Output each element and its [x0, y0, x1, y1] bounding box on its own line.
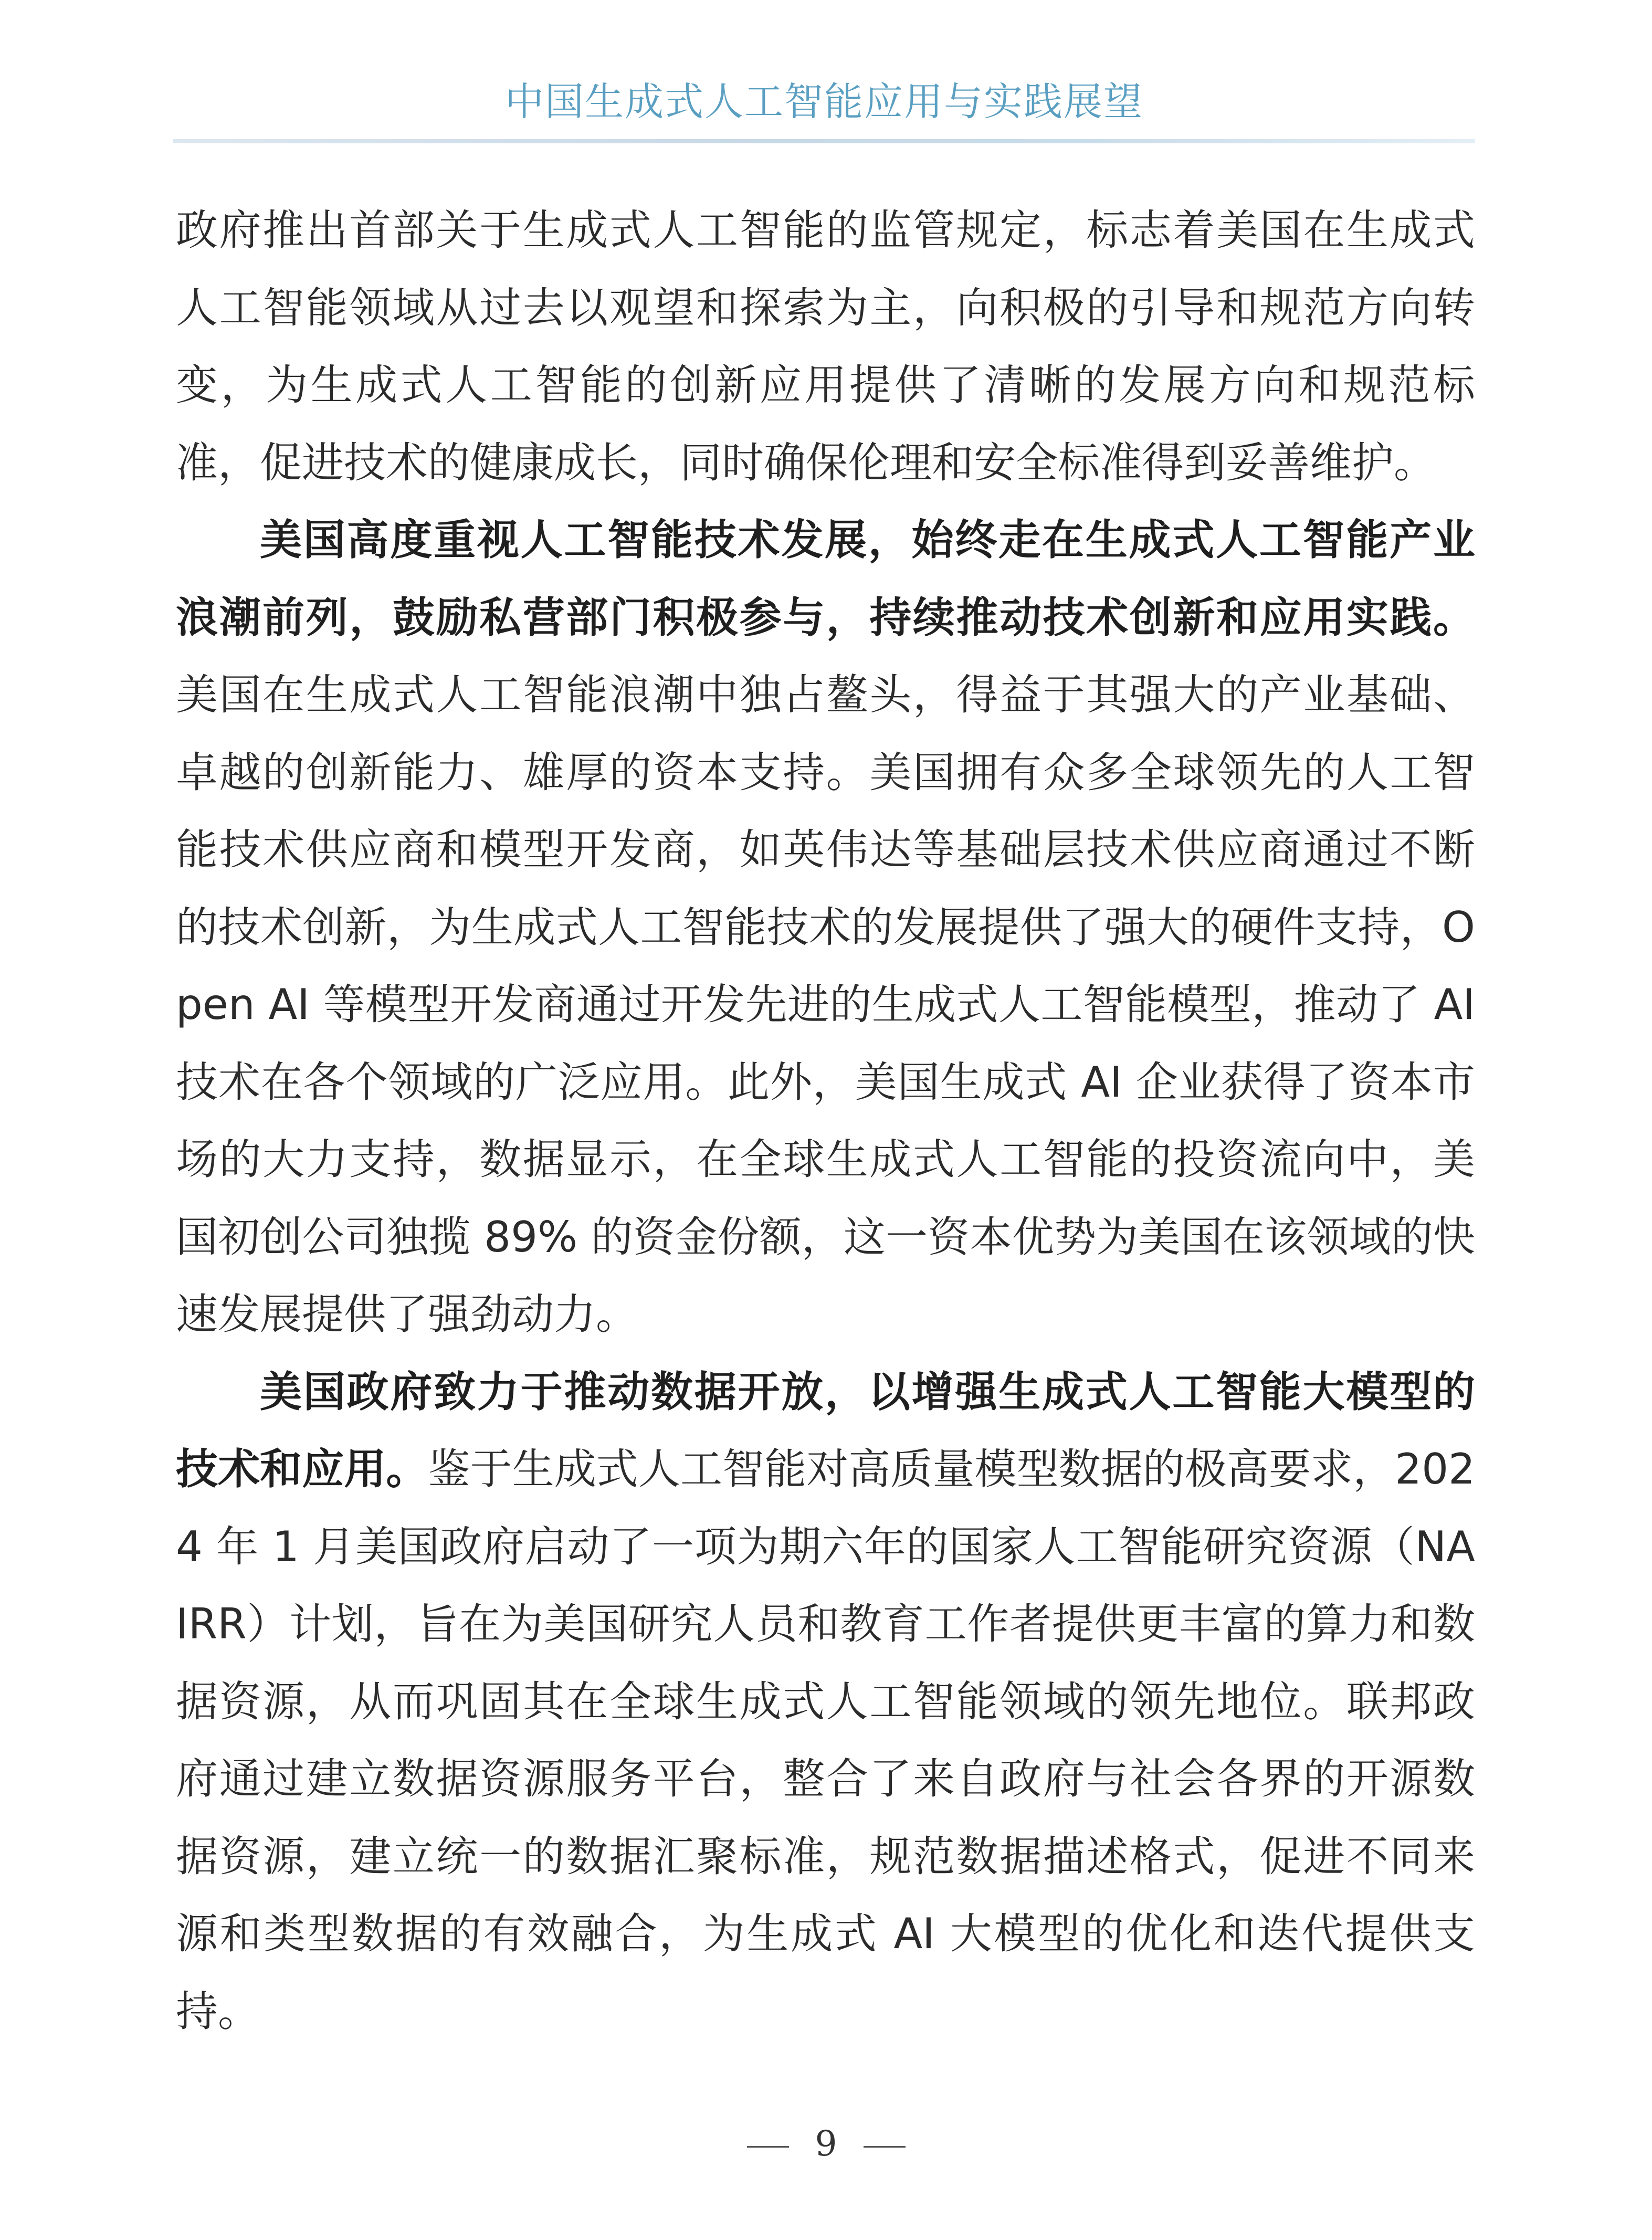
paragraph-3-text: 鉴于生成式人工智能对高质量模型数据的极高要求，2024 年 1 月美国政府启动了一项为期六年的国家人工智能研究资源（NAIRR）计划，旨在为美国研究人员和教育工作者提供更丰富的算力和数据资源，从而巩固其在全球生成式人工智能领域的领先地位。联邦政府通过建立数据资源服务平台，整合了来自政府与社会各界的开源数据资源，建立统一的数据汇聚标准，规范数据描述格式，促进不同来源和类型数据的有效融合，为生成式 AI 大模型的优化和迭代提供支持。 [176, 1445, 1475, 2036]
paragraph-1 [176, 192, 1475, 501]
paragraph-2-lead: 美国高度重视人工智能技术发展，始终走在生成式人工智能产业浪潮前列，鼓励私营部门积极参与，持续推动技术创新和应用实践。 [176, 516, 1475, 642]
header-title: 中国生成式人工智能应用与实践展望 [505, 79, 1143, 124]
page-number: 9 [815, 2123, 837, 2164]
paragraph-1-text: 政府推出首部关于生成式人工智能的监管规定，标志着美国在生成式人工智能领域从过去以观望和探索为主，向积极的引导和规范方向转变，为生成式人工智能的创新应用提供了清晰的发展方向和规范标准，促进技术的健康成长，同时确保伦理和安全标准得到妥善维护。 [176, 206, 1475, 487]
header-divider [173, 139, 1475, 143]
paragraph-2 [176, 501, 1475, 1353]
footer-dash-right [864, 2146, 906, 2148]
paragraph-3-lead: 美国政府致力于推动数据开放，以增强生成式人工智能大模型的技术和应用。 [176, 1367, 1475, 1494]
running-header [173, 79, 1475, 125]
page-footer [0, 2123, 1652, 2164]
body-text [176, 192, 1475, 2050]
paragraph-3 [176, 1353, 1475, 2050]
footer-dash-left [747, 2146, 789, 2148]
paragraph-2-text: 美国在生成式人工智能浪潮中独占鳌头，得益于其强大的产业基础、卓越的创新能力、雄厚的资本支持。美国拥有众多全球领先的人工智能技术供应商和模型开发商，如英伟达等基础层技术供应商通过不断的技术创新，为生成式人工智能技术的发展提供了强大的硬件支持，Open AI 等模型开发商通过开发先进的生成式人工智能模型，推动了 AI 技术在各个领域的广泛应用。此外，美国生成式 AI 企业获得了资本市场的大力支持，数据显示，在全球生成式人工智能的投资流向中，美国初创公司独揽 89% 的资金份额，这一资本优势为美国在该领域的快速发展提供了强劲动力。 [176, 670, 1475, 1339]
